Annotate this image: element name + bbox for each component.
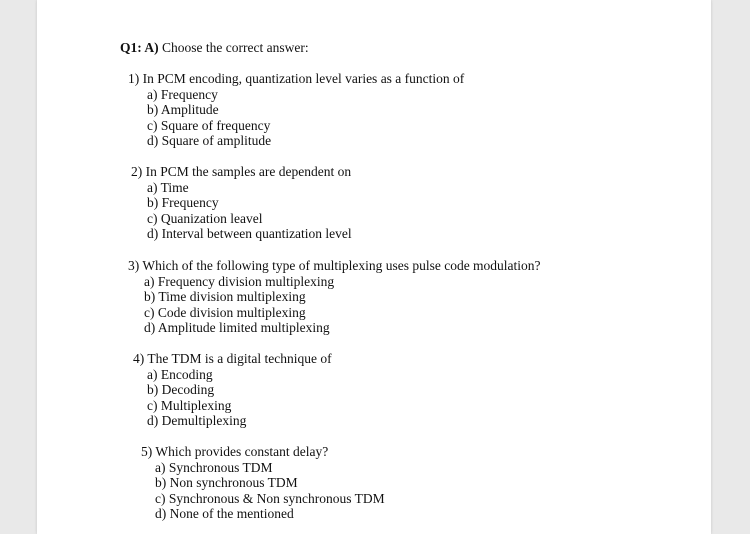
section-instruction: Choose the correct answer: [162,40,309,55]
question-1 [128,71,464,149]
question-2-option-c: c) Quanization leavel [147,210,263,226]
question-1-option-c: c) Square of frequency [147,117,271,133]
question-5-option-d: d) None of the mentioned [155,506,294,522]
section-header [120,40,309,56]
question-2 [131,164,352,242]
question-1-option-b: b) Amplitude [147,102,219,118]
question-5-option-c: c) Synchronous & Non synchronous TDM [155,490,385,506]
question-3-option-a: a) Frequency division multiplexing [144,273,335,289]
question-4-option-a: a) Encoding [147,366,213,382]
question-2-title: 2) In PCM the samples are dependent on [131,164,352,179]
question-2-option-d: d) Interval between quantization level [147,226,352,242]
question-3 [128,258,541,336]
document-page [37,0,711,534]
question-4-option-c: c) Multiplexing [147,397,232,413]
question-3-option-d: d) Amplitude limited multiplexing [144,320,330,336]
question-1-option-d: d) Square of amplitude [147,133,272,149]
question-5-title: 5) Which provides constant delay? [141,444,329,459]
section-label: Q1: A) [120,40,159,55]
question-5 [141,444,385,522]
question-3-title: 3) Which of the following type of multiplexing uses pulse code modulation? [128,258,541,273]
question-1-title: 1) In PCM encoding, quantization level varies as a function of [128,71,465,86]
question-5-option-b: b) Non synchronous TDM [155,475,298,491]
question-4-option-d: d) Demultiplexing [147,413,247,429]
question-4-title: 4) The TDM is a digital technique of [133,351,332,366]
question-4 [133,351,332,429]
question-1-option-a: a) Frequency [147,86,218,102]
question-5-option-a: a) Synchronous TDM [155,459,273,475]
question-3-option-b: b) Time division multiplexing [144,289,306,305]
question-3-option-c: c) Code division multiplexing [144,304,306,320]
question-2-option-a: a) Time [147,179,189,195]
question-2-option-b: b) Frequency [147,195,219,211]
question-4-option-b: b) Decoding [147,382,215,398]
